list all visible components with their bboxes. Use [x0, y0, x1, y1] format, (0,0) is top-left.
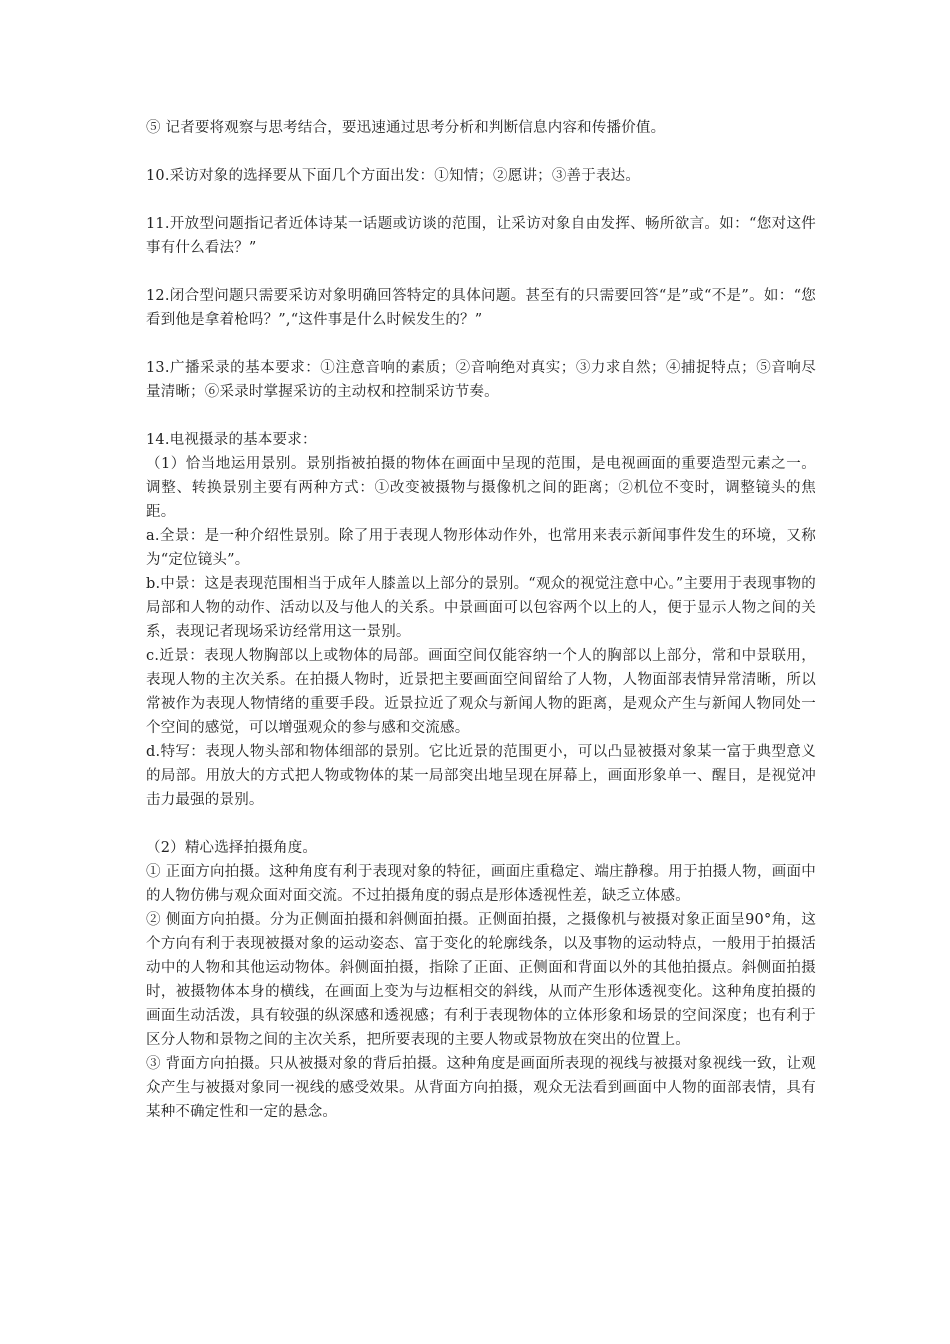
- paragraph-angle-back: ③ 背面方向拍摄。只从被摄对象的背后拍摄。这种角度是画面所表现的视线与被摄对象视线一致，让观众产生与被摄对象同一视线的感受效果。从背面方向拍摄，观众无法看到画面中人物的面部表情，具有某种不确定性和一定的悬念。: [146, 1056, 816, 1120]
- paragraph-angle-front: ① 正面方向拍摄。这种角度有利于表现对象的特征，画面庄重稳定、端庄静穆。用于拍摄人物，画面中的人物仿佛与观众面对面交流。不过拍摄角度的弱点是形体透视性差，缺乏立体感。: [146, 864, 816, 904]
- paragraph-gap: [146, 188, 816, 212]
- paragraph-14-c: c.近景：表现人物胸部以上或物体的局部。画面空间仅能容纳一个人的胸部以上部分，常和中景联用，表现人物的主次关系。在拍摄人物时，近景把主要画面空间留给了人物，人物面部表情异常清晰，所以常被作为表现人物情绪的重要手段。近景拉近了观众与新闻人物的距离，是观众产生与新闻人物同处一个空间的感觉，可以增强观众的参与感和交流感。: [146, 648, 816, 736]
- paragraph-13: 13.广播采录的基本要求：①注意音响的素质；②音响绝对真实；③力求自然；④捕捉特点；⑤音响尽量清晰；⑥采录时掌握采访的主动权和控制采访节奏。: [146, 360, 816, 400]
- paragraph-gap: [146, 812, 816, 836]
- paragraph-gap: [146, 140, 816, 164]
- paragraph-14-a: a.全景：是一种介绍性景别。除了用于表现人物形体动作外，也常用来表示新闻事件发生的环境，又称为“定位镜头”。: [146, 528, 816, 568]
- paragraph-10: 10.采访对象的选择要从下面几个方面出发：①知情；②愿讲；③善于表达。: [146, 168, 641, 184]
- paragraph-12: 12.闭合型问题只需要采访对象明确回答特定的具体问题。甚至有的只需要回答“是”或“不是”。如：“您看到他是拿着枪吗？”,“这件事是什么时候发生的？”: [146, 288, 816, 328]
- document-body: [146, 116, 816, 1124]
- paragraph-gap: [146, 332, 816, 356]
- paragraph-gap: [146, 404, 816, 428]
- paragraph-angle-side: ② 侧面方向拍摄。分为正侧面拍摄和斜侧面拍摄。正侧面拍摄，之摄像机与被摄对象正面呈90°角，这个方向有利于表现被摄对象的运动姿态、富于变化的轮廓线条，以及事物的运动特点，一般用于拍摄活动中的人物和其他运动物体。斜侧面拍摄，指除了正面、正侧面和背面以外的其他拍摄点。斜侧面拍摄时，被摄物体本身的横线，在画面上变为与边框相交的斜线，从而产生形体透视变化。这种角度拍摄的画面生动活泼，具有较强的纵深感和透视感；有利于表现物体的立体形象和场景的空间深度；也有利于区分人物和景物之间的主次关系，把所要表现的主要人物或景物放在突出的位置上。: [146, 912, 816, 1048]
- paragraph-gap: [146, 260, 816, 284]
- paragraph-14-heading: 14.电视摄录的基本要求：: [146, 432, 317, 448]
- paragraph-14-d: d.特写：表现人物头部和物体细部的景别。它比近景的范围更小，可以凸显被摄对象某一富于典型意义的局部。用放大的方式把人物或物体的某一局部突出地呈现在屏幕上，画面形象单一、醒目，是视觉冲击力最强的景别。: [146, 744, 816, 808]
- paragraph-11: 11.开放型问题指记者近体诗某一话题或访谈的范围，让采访对象自由发挥、畅所欲言。如：“您对这件事有什么看法？”: [146, 216, 816, 256]
- paragraph-14-b: b.中景：这是表现范围相当于成年人膝盖以上部分的景别。“观众的视觉注意中心。”主要用于表现事物的局部和人物的动作、活动以及与他人的关系。中景画面可以包容两个以上的人，便于显示人物之间的关系，表现记者现场采访经常用这一景别。: [146, 576, 816, 640]
- paragraph-item5: ⑤ 记者要将观察与思考结合，要迅速通过思考分析和判断信息内容和传播价值。: [146, 120, 666, 136]
- paragraph-14-2: （2）精心选择拍摄角度。: [146, 840, 318, 856]
- paragraph-14-1: （1）恰当地运用景别。景别指被拍摄的物体在画面中呈现的范围，是电视画面的重要造型元素之一。调整、转换景别主要有两种方式：①改变被摄物与摄像机之间的距离；②机位不变时，调整镜头的焦距。: [146, 456, 816, 520]
